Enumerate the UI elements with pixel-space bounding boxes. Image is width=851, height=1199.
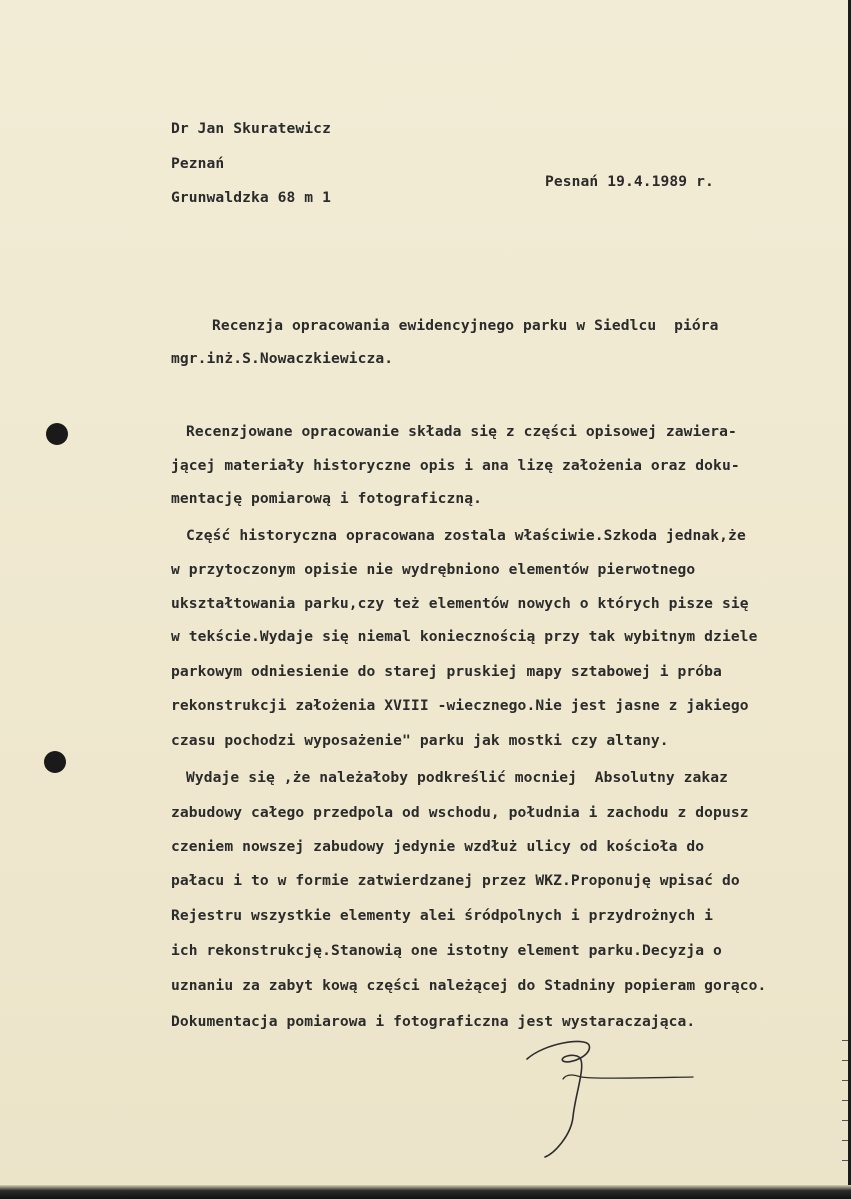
body-line: czasu pochodzi wyposażenie" parku jak mostki czy altany. [171, 732, 669, 749]
punch-hole-bottom [44, 751, 66, 773]
body-line: rekonstrukcji założenia XVIII -wiecznego.Nie jest jasne z jakiego [171, 697, 749, 714]
scan-ruler-tick [842, 1120, 848, 1121]
body-line: uznaniu za zabyt kową części należącej do Stadniny popieram gorąco. [171, 977, 767, 994]
scan-ruler-tick [842, 1140, 848, 1141]
body-line: parkowym odniesienie do starej pruskiej mapy sztabowej i próba [171, 663, 722, 680]
sender-city: Peznań [171, 155, 225, 172]
scan-ruler-tick [842, 1100, 848, 1101]
scan-ruler-tick [842, 1160, 848, 1161]
body-line: w tekście.Wydaje się niemal koniecznością przy tak wybitnym dziele [171, 628, 758, 645]
body-line: Część historyczna opracowana zostala właściwie.Szkoda jednak,że [186, 527, 746, 544]
sender-street: Grunwaldzka 68 m 1 [171, 189, 331, 206]
body-line: pałacu i to w formie zatwierdzanej przez WKZ.Proponuję wpisać do [171, 872, 740, 889]
body-line: czeniem nowszej zabudowy jedynie wzdłuż ulicy od kościoła do [171, 838, 705, 855]
body-line: ich rekonstrukcję.Stanowią one istotny element parku.Decyzja o [171, 942, 722, 959]
signature-mark [515, 1035, 705, 1160]
body-line: w przytoczonym opisie nie wydrębniono elementów pierwotnego [171, 561, 696, 578]
body-line: Wydaje się ,że należałoby podkreślić mocniej Absolutny zakaz [186, 769, 729, 786]
subject-line: Recenzja opracowania ewidencyjnego parku w Siedlcu pióra [212, 317, 719, 334]
body-line: Recenzjowane opracowanie składa się z części opisowej zawiera- [186, 423, 737, 440]
scan-ruler-tick [842, 1040, 848, 1041]
body-line: mentację pomiarową i fotograficzną. [171, 490, 483, 507]
sender-name: Dr Jan Skuratewicz [171, 120, 331, 137]
body-line: ukształtowania parku,czy też elementów nowych o których pisze się [171, 595, 749, 612]
scan-edge-bottom [0, 1185, 851, 1199]
letter-date: Pesnań 19.4.1989 r. [545, 173, 714, 190]
scan-ruler-tick [842, 1060, 848, 1061]
body-line: jącej materiały historyczne opis i ana lizę założenia oraz doku- [171, 457, 740, 474]
body-line: Rejestru wszystkie elementy alei śródpolnych i przydrożnych i [171, 907, 714, 924]
body-line: Dokumentacja pomiarowa i fotograficzna jest wystaraczająca. [171, 1013, 696, 1030]
subject-line: mgr.inż.S.Nowaczkiewicza. [171, 350, 394, 367]
body-line: zabudowy całego przedpola od wschodu, południa i zachodu z dopusz [171, 804, 749, 821]
punch-hole-top [46, 423, 68, 445]
scan-ruler-tick [842, 1080, 848, 1081]
